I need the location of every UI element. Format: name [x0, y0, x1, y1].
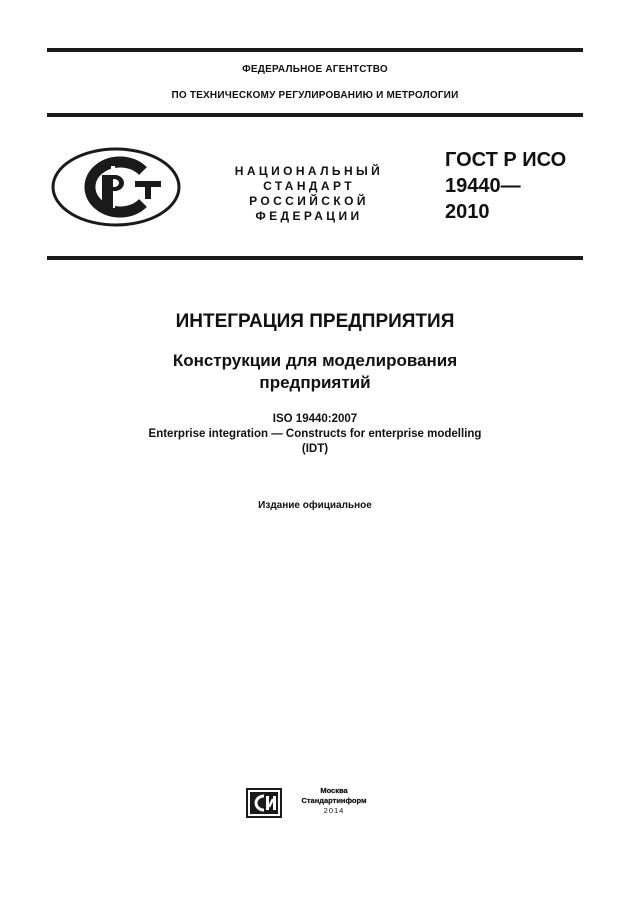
national-line: ФЕДЕРАЦИИ	[255, 209, 363, 223]
standard-number	[445, 147, 595, 225]
header-rule	[47, 113, 583, 117]
subtitle-line: предприятий	[259, 373, 371, 392]
national-line: НАЦИОНАЛЬНЫЙ	[234, 164, 384, 178]
standard-number-line: 19440—	[445, 175, 521, 197]
rst-logo	[51, 147, 181, 227]
iso-number: ISO 19440:2007	[272, 413, 358, 425]
agency-name-line2: ПО ТЕХНИЧЕСКОМУ РЕГУЛИРОВАНИЮ И МЕТРОЛОГИИ	[171, 90, 459, 101]
publisher-city: Москва	[320, 786, 348, 795]
standard-number-line: 2010	[445, 201, 490, 223]
document-subtitle	[0, 350, 630, 394]
national-line: РОССИЙСКОЙ	[249, 194, 369, 208]
standard-number-line: ГОСТ Р ИСО	[445, 149, 567, 171]
publication-year: 2014	[323, 806, 345, 815]
national-line: СТАНДАРТ	[263, 179, 355, 193]
iso-english-title: Enterprise integration — Constructs for enterprise modelling	[148, 428, 482, 440]
publisher-logo	[246, 788, 282, 818]
iso-reference	[0, 412, 630, 457]
edition-label: Издание официальное	[258, 500, 372, 511]
top-rule	[47, 48, 583, 52]
title-rule	[47, 256, 583, 260]
national-standard-label	[223, 164, 395, 224]
agency-name-line1: ФЕДЕРАЛЬНОЕ АГЕНТСТВО	[242, 64, 388, 75]
subtitle-line: Конструкции для моделирования	[172, 351, 458, 370]
document-title: ИНТЕГРАЦИЯ ПРЕДПРИЯТИЯ	[175, 311, 455, 332]
iso-status: (IDT)	[301, 443, 329, 455]
publisher-name: Стандартинформ	[301, 796, 367, 805]
publisher-imprint	[284, 786, 384, 816]
